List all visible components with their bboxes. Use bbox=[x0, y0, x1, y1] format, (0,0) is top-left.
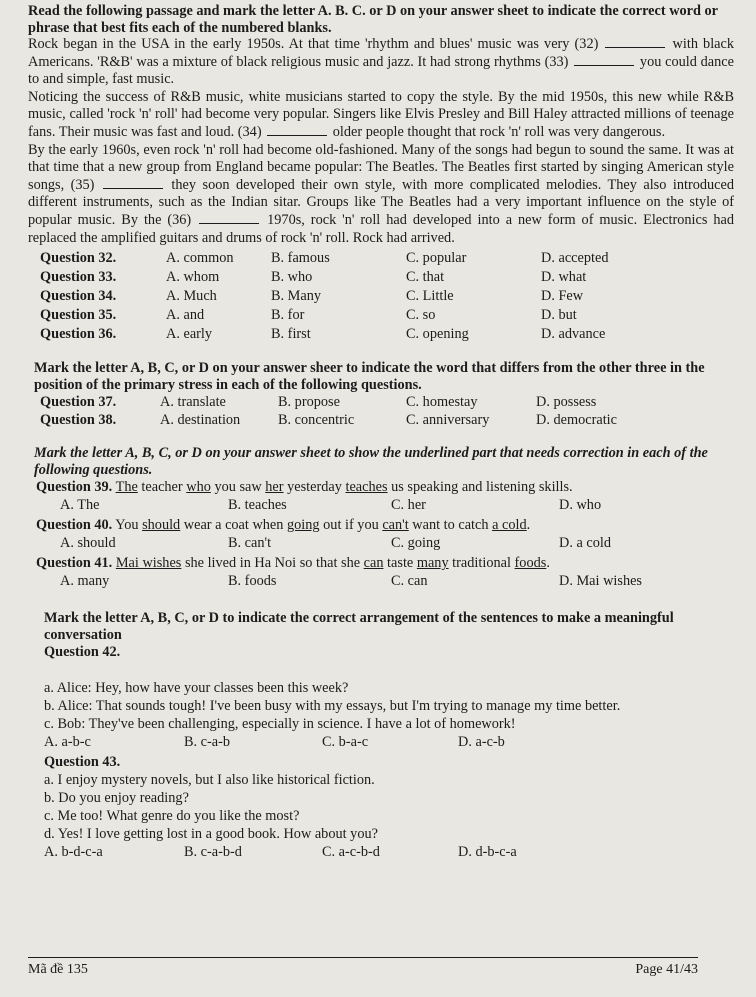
passage bbox=[28, 36, 734, 247]
option-d[interactable]: D. but bbox=[541, 307, 577, 324]
sentence-text: out if you bbox=[319, 517, 383, 534]
option-b[interactable]: B. c-a-b-d bbox=[184, 844, 242, 861]
blank-33 bbox=[574, 54, 634, 66]
option-b[interactable]: B. can't bbox=[228, 535, 272, 552]
option-b[interactable]: B. famous bbox=[271, 250, 330, 267]
question-42-label: Question 42. bbox=[44, 644, 121, 661]
option-a[interactable]: A. and bbox=[166, 307, 205, 324]
option-c[interactable]: C. a-c-b-d bbox=[322, 844, 380, 861]
question-label: Question 41. bbox=[36, 555, 113, 572]
question-row bbox=[28, 325, 734, 344]
sentence-text: . bbox=[526, 517, 531, 534]
question-43-line: a. I enjoy mystery novels, but I also like historical fiction. bbox=[44, 772, 375, 789]
passage-text: with black Americans. 'R&B' was a mixture of black religious music and jazz. It had strong rhythms (33) bbox=[28, 36, 735, 70]
option-d[interactable]: D. d-b-c-a bbox=[458, 844, 517, 861]
option-c[interactable]: C. opening bbox=[406, 326, 469, 343]
section-2-instruction: Mark the letter A, B, C, or D on your answer sheer to indicate the word that differs from the other three in the position of the primary stress in each of the following questions. bbox=[34, 360, 705, 393]
option-c[interactable]: C. homestay bbox=[406, 394, 478, 411]
question-43-line: d. Yes! I love getting lost in a good book. How about you? bbox=[44, 826, 378, 843]
question-42-line: b. Alice: That sounds tough! I've been busy with my essays, but I'm trying to manage my time better. bbox=[44, 698, 621, 715]
underlined-part: The bbox=[115, 479, 138, 496]
underlined-part: going bbox=[287, 517, 320, 534]
underlined-part: teaches bbox=[345, 479, 388, 496]
blank-32 bbox=[605, 36, 665, 48]
option-a[interactable]: A. many bbox=[60, 573, 110, 590]
sentence-text: . bbox=[546, 555, 550, 572]
option-a[interactable]: A. early bbox=[166, 326, 213, 343]
passage-text: you could dance to and simple, fast music. bbox=[28, 53, 734, 88]
option-c[interactable]: C. her bbox=[391, 497, 426, 514]
question-label: Question 37. bbox=[40, 394, 117, 411]
sentence-text: traditional bbox=[448, 555, 515, 572]
question-label: Question 39. bbox=[36, 479, 113, 496]
blank-35 bbox=[103, 177, 163, 189]
question-40 bbox=[28, 516, 734, 534]
question-label: Question 33. bbox=[40, 269, 117, 286]
sentence-text: she lived in Ha Noi so that she bbox=[181, 555, 364, 572]
passage-text: By the early 1960s, even rock 'n' roll had become old-fashioned. Many of the songs had begun to sound the same. It was at that time that a new group from England became popular: The Beatles. The Beatles first started by singing American style songs, (35) bbox=[28, 141, 734, 193]
sentence-text: teacher bbox=[137, 479, 187, 496]
option-b[interactable]: B. propose bbox=[278, 394, 340, 411]
underlined-part: can't bbox=[382, 517, 409, 534]
question-label: Question 32. bbox=[40, 250, 117, 267]
option-c[interactable]: C. can bbox=[391, 573, 428, 590]
option-c[interactable]: C. b-a-c bbox=[322, 734, 369, 751]
question-41-options bbox=[28, 572, 734, 590]
option-c[interactable]: C. Little bbox=[406, 288, 454, 305]
passage-text: they soon developed their own style, with more complicated melodies. They also introduced different instruments, such as the Indian sitar. Groups like The Beatles had a very important influence on the style of popular music. By the (36) bbox=[28, 176, 735, 228]
option-a[interactable]: A. The bbox=[60, 497, 100, 514]
underlined-part: a cold bbox=[492, 517, 527, 534]
sentence-text: You bbox=[112, 517, 143, 534]
option-d[interactable]: D. advance bbox=[541, 326, 606, 343]
underlined-part: can bbox=[363, 555, 384, 572]
option-d[interactable]: D. Few bbox=[541, 288, 584, 305]
questions-37-38 bbox=[28, 393, 734, 429]
sentence-text: yesterday bbox=[283, 479, 346, 496]
question-39-options bbox=[28, 496, 734, 514]
underlined-part: her bbox=[265, 479, 284, 496]
question-row bbox=[28, 249, 734, 268]
passage-text: older people thought that rock 'n' roll was very dangerous. bbox=[332, 123, 666, 140]
option-a[interactable]: A. should bbox=[60, 535, 116, 552]
question-label: Question 38. bbox=[40, 412, 117, 429]
blank-34 bbox=[267, 124, 327, 136]
option-a[interactable]: A. translate bbox=[160, 394, 226, 411]
question-row bbox=[28, 268, 734, 287]
option-b[interactable]: B. teaches bbox=[228, 497, 287, 514]
option-a[interactable]: A. common bbox=[166, 250, 234, 267]
option-b[interactable]: B. first bbox=[271, 326, 311, 343]
option-a[interactable]: A. a-b-c bbox=[44, 734, 91, 751]
question-42-line: a. Alice: Hey, how have your classes been this week? bbox=[44, 680, 349, 697]
underlined-part: many bbox=[416, 555, 449, 572]
option-a[interactable]: A. destination bbox=[160, 412, 241, 429]
questions-32-36 bbox=[28, 249, 734, 344]
exam-code: Mã đề 135 bbox=[28, 962, 88, 977]
passage-text: Noticing the success of R&B music, white musicians started to copy the style. By the mid 1950s, this new while R&B music, called 'rock 'n' roll' had become very popular. Singers like Elvis Presley and Bill Haley attracted millions of teenage fans. Their music was fast and loud. (34) bbox=[28, 88, 734, 140]
question-43-label: Question 43. bbox=[44, 754, 121, 771]
question-42-options bbox=[28, 733, 734, 751]
underlined-part: Mai wishes bbox=[115, 555, 182, 572]
underlined-part: should bbox=[142, 517, 181, 534]
section-3-instruction: Mark the letter A, B, C, or D on your answer sheet to show the underlined part that needs correction in each of the following questions. bbox=[34, 445, 708, 478]
question-41 bbox=[28, 554, 734, 572]
section-4-instruction: Mark the letter A, B, C, or D to indicate the correct arrangement of the sentences to make a meaningful conversation bbox=[44, 610, 674, 643]
option-b[interactable]: B. concentric bbox=[278, 412, 355, 429]
sentence-text: want to catch bbox=[408, 517, 493, 534]
page-footer bbox=[28, 957, 698, 978]
sentence-text: taste bbox=[383, 555, 417, 572]
option-b[interactable]: B. for bbox=[271, 307, 305, 324]
section-1-instruction: Read the following passage and mark the letter A. B. C. or D on your answer sheet to indicate the correct word or phrase that best fits each of the numbered blanks. bbox=[28, 3, 718, 36]
sentence-text: wear a coat when bbox=[180, 517, 287, 534]
option-c[interactable]: C. so bbox=[406, 307, 436, 324]
option-d[interactable]: D. Mai wishes bbox=[559, 573, 642, 590]
question-43-options bbox=[28, 843, 734, 861]
question-label: Question 40. bbox=[36, 517, 113, 534]
underlined-part: foods bbox=[514, 555, 547, 572]
question-row bbox=[28, 393, 734, 411]
option-d[interactable]: D. what bbox=[541, 269, 587, 286]
sentence-text: us speaking and listening skills. bbox=[387, 479, 573, 496]
blank-36 bbox=[199, 212, 259, 224]
sentence-text: you saw bbox=[210, 479, 266, 496]
option-d[interactable]: D. accepted bbox=[541, 250, 609, 267]
option-a[interactable]: A. whom bbox=[166, 269, 220, 286]
option-d[interactable]: D. a cold bbox=[559, 535, 612, 552]
question-label: Question 34. bbox=[40, 288, 117, 305]
option-a[interactable]: A. b-d-c-a bbox=[44, 844, 103, 861]
option-b[interactable]: B. foods bbox=[228, 573, 277, 590]
option-d[interactable]: D. possess bbox=[536, 394, 597, 411]
question-43-line: c. Me too! What genre do you like the most? bbox=[44, 808, 300, 825]
passage-text: 1970s, rock 'n' roll had developed into a new form of music. Electronics had replaced the amplified guitars and drums of rock 'n' roll. Rock had arrived. bbox=[28, 211, 735, 246]
question-42-line: c. Bob: They've been challenging, especially in science. I have a lot of homework! bbox=[44, 716, 516, 733]
question-label: Question 36. bbox=[40, 326, 117, 343]
question-39 bbox=[28, 478, 734, 496]
question-43-line: b. Do you enjoy reading? bbox=[44, 790, 189, 807]
option-d[interactable]: D. a-c-b bbox=[458, 734, 505, 751]
option-b[interactable]: B. Many bbox=[271, 288, 322, 305]
option-d[interactable]: D. who bbox=[559, 497, 602, 514]
question-40-options bbox=[28, 534, 734, 552]
option-d[interactable]: D. democratic bbox=[536, 412, 617, 429]
question-row bbox=[28, 411, 734, 429]
underlined-part: who bbox=[186, 479, 211, 496]
option-b[interactable]: B. who bbox=[271, 269, 313, 286]
question-label: Question 35. bbox=[40, 307, 117, 324]
option-c[interactable]: C. anniversary bbox=[406, 412, 490, 429]
page-number: Page 41/43 bbox=[635, 962, 698, 977]
option-c[interactable]: C. popular bbox=[406, 250, 467, 267]
question-row bbox=[28, 306, 734, 325]
question-row bbox=[28, 287, 734, 306]
option-a[interactable]: A. Much bbox=[166, 288, 217, 305]
option-b[interactable]: B. c-a-b bbox=[184, 734, 231, 751]
option-c[interactable]: C. going bbox=[391, 535, 441, 552]
passage-text: Rock began in the USA in the early 1950s. At that time 'rhythm and blues' music was very (32) bbox=[28, 36, 599, 52]
option-c[interactable]: C. that bbox=[406, 269, 445, 286]
